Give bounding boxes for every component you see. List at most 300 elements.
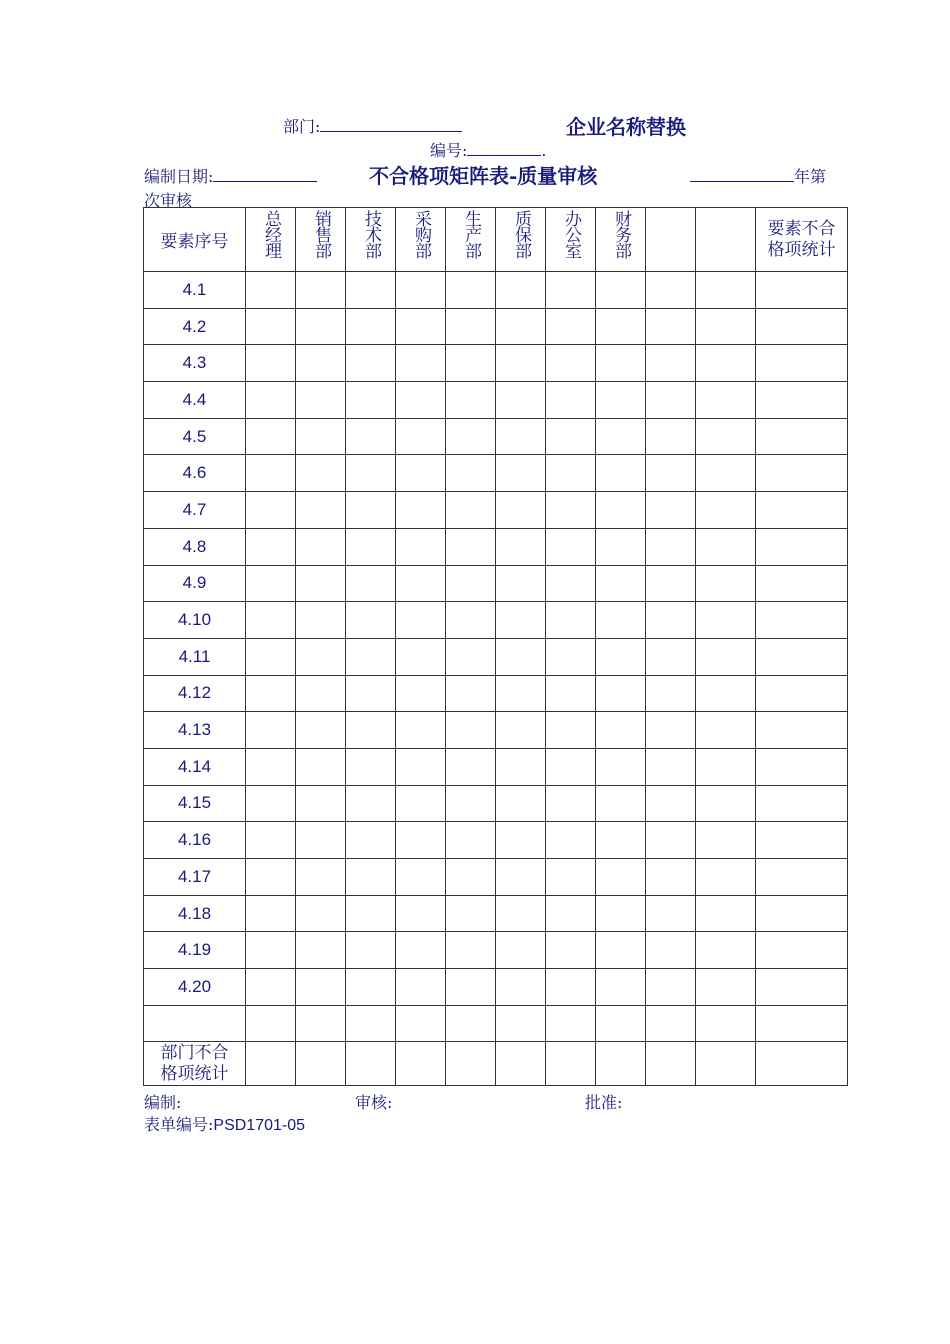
matrix-cell[interactable] bbox=[646, 492, 696, 529]
matrix-cell[interactable] bbox=[246, 932, 296, 969]
matrix-cell[interactable] bbox=[246, 712, 296, 749]
dept-header-label: 办公室 bbox=[561, 210, 581, 258]
matrix-cell[interactable] bbox=[396, 455, 446, 492]
matrix-cell[interactable] bbox=[296, 822, 346, 859]
matrix-cell[interactable] bbox=[496, 712, 546, 749]
element-number-cell: 4.4 bbox=[144, 382, 246, 419]
matrix-cell[interactable] bbox=[496, 528, 546, 565]
matrix-cell[interactable] bbox=[756, 528, 848, 565]
table-row bbox=[144, 455, 848, 492]
element-number-cell: 4.10 bbox=[144, 602, 246, 639]
matrix-cell[interactable] bbox=[596, 712, 646, 749]
matrix-cell[interactable] bbox=[756, 308, 848, 345]
matrix-cell[interactable] bbox=[396, 895, 446, 932]
matrix-cell[interactable] bbox=[446, 492, 496, 529]
department-blank[interactable] bbox=[320, 115, 462, 132]
matrix-cell[interactable] bbox=[246, 638, 296, 675]
matrix-cell[interactable] bbox=[596, 932, 646, 969]
matrix-cell[interactable] bbox=[346, 932, 396, 969]
matrix-cell[interactable] bbox=[246, 785, 296, 822]
matrix-cell[interactable] bbox=[446, 638, 496, 675]
matrix-cell[interactable] bbox=[546, 308, 596, 345]
matrix-cell[interactable] bbox=[296, 969, 346, 1006]
year-label: 年第 bbox=[690, 164, 826, 187]
matrix-cell[interactable] bbox=[296, 492, 346, 529]
matrix-cell[interactable] bbox=[756, 712, 848, 749]
matrix-cell[interactable] bbox=[246, 602, 296, 639]
matrix-cell[interactable] bbox=[646, 382, 696, 419]
matrix-cell[interactable] bbox=[396, 272, 446, 309]
dept-total-cell[interactable] bbox=[346, 1042, 396, 1086]
matrix-cell[interactable] bbox=[646, 822, 696, 859]
element-number-header: 要素序号 bbox=[144, 208, 246, 272]
matrix-cell[interactable] bbox=[496, 418, 546, 455]
matrix-cell[interactable] bbox=[496, 785, 546, 822]
dept-header-2 bbox=[346, 208, 396, 272]
matrix-cell[interactable] bbox=[246, 1005, 296, 1042]
element-number-cell: 4.8 bbox=[144, 528, 246, 565]
matrix-cell[interactable] bbox=[546, 1005, 596, 1042]
matrix-cell[interactable] bbox=[646, 1005, 696, 1042]
matrix-cell[interactable] bbox=[646, 748, 696, 785]
dept-total-cell[interactable] bbox=[696, 1042, 756, 1086]
matrix-cell[interactable] bbox=[646, 418, 696, 455]
matrix-cell[interactable] bbox=[496, 455, 546, 492]
matrix-cell[interactable] bbox=[646, 859, 696, 896]
dept-total-cell[interactable] bbox=[396, 1042, 446, 1086]
matrix-cell[interactable] bbox=[396, 748, 446, 785]
matrix-cell[interactable] bbox=[246, 565, 296, 602]
matrix-cell[interactable] bbox=[246, 455, 296, 492]
matrix-cell[interactable] bbox=[496, 675, 546, 712]
matrix-cell[interactable] bbox=[296, 895, 346, 932]
matrix-cell[interactable] bbox=[396, 308, 446, 345]
matrix-cell[interactable] bbox=[546, 675, 596, 712]
matrix-cell[interactable] bbox=[296, 932, 346, 969]
dept-total-cell[interactable] bbox=[496, 1042, 546, 1086]
matrix-cell[interactable] bbox=[696, 969, 756, 1006]
matrix-cell[interactable] bbox=[546, 565, 596, 602]
table-row bbox=[144, 932, 848, 969]
dept-header-label: 质保部 bbox=[511, 210, 531, 258]
matrix-cell[interactable] bbox=[396, 382, 446, 419]
matrix-cell[interactable] bbox=[246, 418, 296, 455]
matrix-cell[interactable] bbox=[496, 895, 546, 932]
matrix-cell[interactable] bbox=[646, 272, 696, 309]
element-number-cell: 4.5 bbox=[144, 418, 246, 455]
matrix-cell[interactable] bbox=[296, 675, 346, 712]
matrix-cell[interactable] bbox=[546, 969, 596, 1006]
matrix-cell[interactable] bbox=[546, 748, 596, 785]
matrix-cell[interactable] bbox=[756, 895, 848, 932]
date-label: 编制日期: bbox=[144, 164, 317, 187]
matrix-cell[interactable] bbox=[346, 748, 396, 785]
matrix-cell[interactable] bbox=[696, 492, 756, 529]
element-number-cell: 4.7 bbox=[144, 492, 246, 529]
matrix-cell[interactable] bbox=[346, 822, 396, 859]
matrix-cell[interactable] bbox=[596, 492, 646, 529]
matrix-cell[interactable] bbox=[546, 345, 596, 382]
matrix-cell[interactable] bbox=[346, 565, 396, 602]
matrix-cell[interactable] bbox=[546, 712, 596, 749]
matrix-cell[interactable] bbox=[346, 895, 396, 932]
matrix-cell[interactable] bbox=[756, 638, 848, 675]
dept-header-label: 销售部 bbox=[311, 210, 331, 258]
element-number-cell: 4.2 bbox=[144, 308, 246, 345]
date-blank[interactable] bbox=[213, 165, 317, 182]
matrix-cell[interactable] bbox=[756, 492, 848, 529]
matrix-cell[interactable] bbox=[396, 675, 446, 712]
matrix-cell[interactable] bbox=[296, 785, 346, 822]
matrix-cell[interactable] bbox=[546, 932, 596, 969]
dept-total-cell[interactable] bbox=[296, 1042, 346, 1086]
matrix-cell[interactable] bbox=[646, 932, 696, 969]
matrix-cell[interactable] bbox=[496, 932, 546, 969]
matrix-cell[interactable] bbox=[596, 602, 646, 639]
matrix-cell[interactable] bbox=[396, 712, 446, 749]
matrix-cell[interactable] bbox=[346, 528, 396, 565]
matrix-cell[interactable] bbox=[596, 418, 646, 455]
matrix-cell[interactable] bbox=[646, 675, 696, 712]
matrix-cell[interactable] bbox=[756, 418, 848, 455]
matrix-cell[interactable] bbox=[446, 822, 496, 859]
matrix-cell[interactable] bbox=[446, 1005, 496, 1042]
element-number-cell: 4.18 bbox=[144, 895, 246, 932]
dept-total-cell[interactable] bbox=[246, 1042, 296, 1086]
matrix-cell[interactable] bbox=[446, 712, 496, 749]
matrix-cell[interactable] bbox=[446, 345, 496, 382]
element-total-header-label: 要素不合格项统计 bbox=[767, 218, 836, 260]
matrix-cell[interactable] bbox=[346, 602, 396, 639]
matrix-cell[interactable] bbox=[696, 418, 756, 455]
dept-total-label-cell bbox=[144, 1042, 246, 1086]
year-blank[interactable] bbox=[690, 165, 794, 182]
matrix-cell[interactable] bbox=[296, 345, 346, 382]
matrix-cell[interactable] bbox=[296, 308, 346, 345]
matrix-cell[interactable] bbox=[296, 638, 346, 675]
matrix-cell[interactable] bbox=[396, 602, 446, 639]
matrix-cell[interactable] bbox=[296, 712, 346, 749]
matrix-cell[interactable] bbox=[496, 1005, 546, 1042]
reviewed-by-label: 审核: bbox=[355, 1093, 393, 1112]
matrix-cell[interactable] bbox=[246, 675, 296, 712]
matrix-cell[interactable] bbox=[496, 602, 546, 639]
matrix-cell[interactable] bbox=[596, 822, 646, 859]
matrix-cell[interactable] bbox=[546, 455, 596, 492]
matrix-cell[interactable] bbox=[756, 345, 848, 382]
matrix-cell[interactable] bbox=[696, 748, 756, 785]
matrix-cell[interactable] bbox=[546, 785, 596, 822]
matrix-cell[interactable] bbox=[646, 602, 696, 639]
matrix-cell[interactable] bbox=[696, 308, 756, 345]
matrix-cell[interactable] bbox=[596, 455, 646, 492]
matrix-cell[interactable] bbox=[296, 1005, 346, 1042]
matrix-cell[interactable] bbox=[646, 712, 696, 749]
matrix-cell[interactable] bbox=[596, 382, 646, 419]
matrix-cell[interactable] bbox=[446, 455, 496, 492]
matrix-cell[interactable] bbox=[446, 528, 496, 565]
matrix-cell[interactable] bbox=[396, 969, 446, 1006]
matrix-cell[interactable] bbox=[246, 345, 296, 382]
matrix-cell[interactable] bbox=[546, 272, 596, 309]
matrix-cell[interactable] bbox=[296, 565, 346, 602]
matrix-cell[interactable] bbox=[346, 382, 396, 419]
table-row bbox=[144, 418, 848, 455]
matrix-cell[interactable] bbox=[246, 382, 296, 419]
matrix-cell[interactable] bbox=[496, 308, 546, 345]
matrix-cell[interactable] bbox=[396, 638, 446, 675]
element-number-cell: 4.14 bbox=[144, 748, 246, 785]
matrix-cell[interactable] bbox=[396, 859, 446, 896]
matrix-cell[interactable] bbox=[296, 418, 346, 455]
matrix-cell[interactable] bbox=[696, 822, 756, 859]
matrix-cell[interactable] bbox=[496, 565, 546, 602]
approved-by-label: 批准: bbox=[585, 1093, 623, 1112]
matrix-cell[interactable] bbox=[646, 345, 696, 382]
matrix-cell[interactable] bbox=[496, 859, 546, 896]
matrix-cell[interactable] bbox=[696, 785, 756, 822]
matrix-cell[interactable] bbox=[396, 528, 446, 565]
matrix-cell[interactable] bbox=[246, 308, 296, 345]
matrix-cell[interactable] bbox=[496, 272, 546, 309]
matrix-cell[interactable] bbox=[346, 455, 396, 492]
matrix-cell[interactable] bbox=[346, 1005, 396, 1042]
table-row bbox=[144, 712, 848, 749]
table-row bbox=[144, 859, 848, 896]
matrix-cell[interactable] bbox=[396, 932, 446, 969]
matrix-cell[interactable] bbox=[446, 859, 496, 896]
matrix-cell[interactable] bbox=[496, 382, 546, 419]
matrix-cell[interactable] bbox=[696, 565, 756, 602]
matrix-cell[interactable] bbox=[446, 602, 496, 639]
matrix-cell[interactable] bbox=[596, 785, 646, 822]
matrix-cell[interactable] bbox=[696, 528, 756, 565]
matrix-cell[interactable] bbox=[446, 969, 496, 1006]
table-row bbox=[144, 308, 848, 345]
matrix-cell[interactable] bbox=[246, 969, 296, 1006]
matrix-cell[interactable] bbox=[296, 382, 346, 419]
matrix-cell[interactable] bbox=[396, 418, 446, 455]
matrix-cell[interactable] bbox=[346, 492, 396, 529]
matrix-cell[interactable] bbox=[546, 859, 596, 896]
matrix-cell[interactable] bbox=[646, 528, 696, 565]
matrix-cell[interactable] bbox=[246, 895, 296, 932]
matrix-cell[interactable] bbox=[296, 455, 346, 492]
table-row bbox=[144, 382, 848, 419]
matrix-cell[interactable] bbox=[756, 785, 848, 822]
form-title: 不合格项矩阵表-质量审核 bbox=[369, 164, 598, 188]
matrix-cell[interactable] bbox=[446, 895, 496, 932]
matrix-cell[interactable] bbox=[696, 675, 756, 712]
table-row bbox=[144, 969, 848, 1006]
department-label: 部门: bbox=[283, 114, 462, 137]
matrix-cell[interactable] bbox=[646, 638, 696, 675]
matrix-cell[interactable] bbox=[756, 859, 848, 896]
matrix-cell[interactable] bbox=[596, 859, 646, 896]
matrix-cell[interactable] bbox=[546, 492, 596, 529]
matrix-cell[interactable] bbox=[346, 675, 396, 712]
matrix-cell[interactable] bbox=[446, 565, 496, 602]
matrix-cell[interactable] bbox=[756, 272, 848, 309]
matrix-cell[interactable] bbox=[646, 565, 696, 602]
matrix-cell[interactable] bbox=[596, 748, 646, 785]
matrix-cell[interactable] bbox=[346, 638, 396, 675]
dept-header-6 bbox=[546, 208, 596, 272]
matrix-cell[interactable] bbox=[496, 492, 546, 529]
matrix-cell[interactable] bbox=[756, 675, 848, 712]
matrix-cell[interactable] bbox=[546, 528, 596, 565]
matrix-cell[interactable] bbox=[696, 272, 756, 309]
element-number-cell: 4.20 bbox=[144, 969, 246, 1006]
matrix-cell[interactable] bbox=[596, 969, 646, 1006]
matrix-cell[interactable] bbox=[496, 345, 546, 382]
matrix-cell[interactable] bbox=[696, 382, 756, 419]
matrix-cell[interactable] bbox=[596, 528, 646, 565]
matrix-cell[interactable] bbox=[446, 675, 496, 712]
matrix-cell[interactable] bbox=[396, 345, 446, 382]
matrix-cell[interactable] bbox=[696, 345, 756, 382]
table-row bbox=[144, 492, 848, 529]
matrix-cell[interactable] bbox=[546, 418, 596, 455]
dept-total-cell[interactable] bbox=[546, 1042, 596, 1086]
element-number-cell: 4.12 bbox=[144, 675, 246, 712]
matrix-cell[interactable] bbox=[596, 638, 646, 675]
matrix-cell[interactable] bbox=[546, 895, 596, 932]
matrix-cell[interactable] bbox=[246, 492, 296, 529]
matrix-cell[interactable] bbox=[756, 565, 848, 602]
matrix-cell[interactable] bbox=[296, 528, 346, 565]
matrix-cell[interactable] bbox=[546, 822, 596, 859]
table-row bbox=[144, 675, 848, 712]
matrix-cell[interactable] bbox=[396, 1005, 446, 1042]
matrix-cell[interactable] bbox=[246, 748, 296, 785]
matrix-cell[interactable] bbox=[246, 528, 296, 565]
table-row bbox=[144, 785, 848, 822]
matrix-cell[interactable] bbox=[296, 859, 346, 896]
dept-total-cell[interactable] bbox=[756, 1042, 848, 1086]
matrix-cell[interactable] bbox=[756, 602, 848, 639]
matrix-cell[interactable] bbox=[346, 712, 396, 749]
matrix-cell[interactable] bbox=[646, 455, 696, 492]
matrix-cell[interactable] bbox=[756, 382, 848, 419]
matrix-cell[interactable] bbox=[696, 895, 756, 932]
matrix-cell[interactable] bbox=[696, 455, 756, 492]
dept-total-label: 部门不合格项统计 bbox=[160, 1042, 229, 1084]
matrix-cell[interactable] bbox=[596, 895, 646, 932]
dept-total-cell[interactable] bbox=[446, 1042, 496, 1086]
number-blank[interactable] bbox=[467, 139, 541, 156]
matrix-cell[interactable] bbox=[756, 748, 848, 785]
matrix-cell[interactable] bbox=[546, 382, 596, 419]
matrix-cell[interactable] bbox=[396, 785, 446, 822]
matrix-cell[interactable] bbox=[696, 932, 756, 969]
dept-total-cell[interactable] bbox=[596, 1042, 646, 1086]
element-number-cell: 4.9 bbox=[144, 565, 246, 602]
matrix-cell[interactable] bbox=[296, 748, 346, 785]
matrix-cell[interactable] bbox=[496, 748, 546, 785]
matrix-cell[interactable] bbox=[756, 1005, 848, 1042]
element-number-cell: 4.1 bbox=[144, 272, 246, 309]
matrix-cell[interactable] bbox=[696, 1005, 756, 1042]
matrix-cell[interactable] bbox=[596, 565, 646, 602]
element-total-header bbox=[756, 208, 848, 272]
matrix-cell[interactable] bbox=[496, 638, 546, 675]
matrix-cell[interactable] bbox=[346, 859, 396, 896]
matrix-cell[interactable] bbox=[396, 822, 446, 859]
matrix-cell[interactable] bbox=[696, 859, 756, 896]
matrix-cell[interactable] bbox=[646, 969, 696, 1006]
element-number-cell: 4.19 bbox=[144, 932, 246, 969]
header-row bbox=[144, 208, 848, 272]
dept-header-0 bbox=[246, 208, 296, 272]
matrix-cell[interactable] bbox=[546, 602, 596, 639]
form-number: 表单编号:PSD1701-05 bbox=[144, 1115, 306, 1134]
matrix-cell[interactable] bbox=[446, 308, 496, 345]
element-number-cell: 4.17 bbox=[144, 859, 246, 896]
matrix-cell[interactable] bbox=[646, 785, 696, 822]
matrix-cell[interactable] bbox=[446, 748, 496, 785]
table-row bbox=[144, 638, 848, 675]
matrix-cell[interactable] bbox=[346, 785, 396, 822]
matrix-cell[interactable] bbox=[696, 712, 756, 749]
dept-header-label: 总经理 bbox=[261, 210, 281, 258]
element-number-cell: 4.15 bbox=[144, 785, 246, 822]
matrix-cell[interactable] bbox=[346, 969, 396, 1006]
dept-total-cell[interactable] bbox=[646, 1042, 696, 1086]
matrix-cell[interactable] bbox=[756, 969, 848, 1006]
matrix-cell[interactable] bbox=[296, 272, 346, 309]
matrix-cell[interactable] bbox=[446, 932, 496, 969]
matrix-cell[interactable] bbox=[696, 602, 756, 639]
matrix-cell[interactable] bbox=[646, 895, 696, 932]
matrix-cell[interactable] bbox=[396, 492, 446, 529]
matrix-cell[interactable] bbox=[646, 308, 696, 345]
matrix-cell[interactable] bbox=[756, 932, 848, 969]
matrix-cell[interactable] bbox=[246, 859, 296, 896]
matrix-cell[interactable] bbox=[756, 455, 848, 492]
matrix-cell[interactable] bbox=[446, 785, 496, 822]
matrix-cell[interactable] bbox=[446, 272, 496, 309]
dept-header-label: 技术部 bbox=[361, 210, 381, 258]
company-name: 企业名称替换 bbox=[566, 115, 686, 139]
table-row bbox=[144, 602, 848, 639]
matrix-cell[interactable] bbox=[246, 822, 296, 859]
matrix-cell[interactable] bbox=[496, 969, 546, 1006]
matrix-cell[interactable] bbox=[546, 638, 596, 675]
dept-header-8 bbox=[646, 208, 696, 272]
matrix-cell[interactable] bbox=[596, 308, 646, 345]
matrix-cell[interactable] bbox=[496, 822, 546, 859]
matrix-cell[interactable] bbox=[596, 345, 646, 382]
dept-header-3 bbox=[396, 208, 446, 272]
matrix-cell[interactable] bbox=[346, 308, 396, 345]
matrix-cell[interactable] bbox=[446, 418, 496, 455]
matrix-cell[interactable] bbox=[596, 1005, 646, 1042]
matrix-cell[interactable] bbox=[396, 565, 446, 602]
matrix-cell[interactable] bbox=[246, 272, 296, 309]
element-number-cell bbox=[144, 1005, 246, 1042]
matrix-cell[interactable] bbox=[346, 272, 396, 309]
matrix-cell[interactable] bbox=[346, 418, 396, 455]
matrix-cell[interactable] bbox=[756, 822, 848, 859]
matrix-cell[interactable] bbox=[446, 382, 496, 419]
matrix-cell[interactable] bbox=[296, 602, 346, 639]
matrix-cell[interactable] bbox=[596, 272, 646, 309]
matrix-cell[interactable] bbox=[346, 345, 396, 382]
element-number-cell: 4.3 bbox=[144, 345, 246, 382]
matrix-cell[interactable] bbox=[696, 638, 756, 675]
matrix-cell[interactable] bbox=[596, 675, 646, 712]
